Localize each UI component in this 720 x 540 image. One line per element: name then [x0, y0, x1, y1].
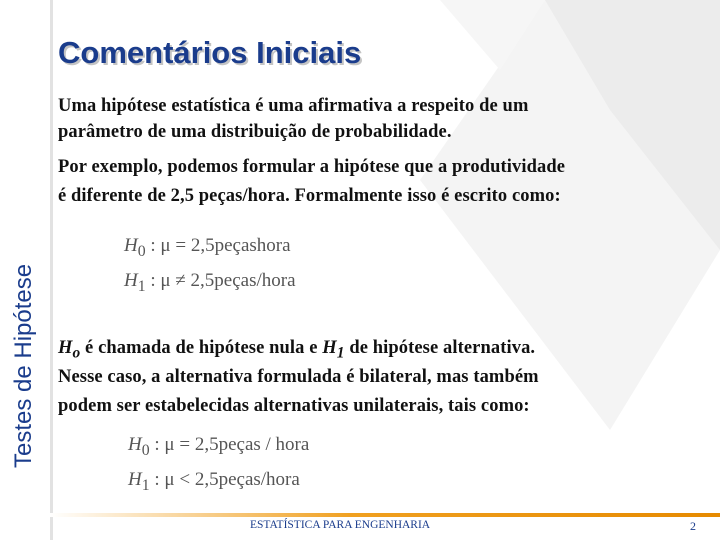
formula1-alternative-hypothesis: $H_1$ : μ ≠ 2,5peças/hora — [124, 270, 296, 295]
formula2-alternative-hypothesis: $H_1$ : μ < 2,5peças/hora — [128, 469, 300, 494]
formula1-null-hypothesis: $H_0$ : μ = 2,5peçashora — [124, 235, 291, 260]
paragraph2-line3: podem ser estabelecidas alternativas unilaterais, tais como: — [58, 396, 530, 416]
paragraph1-line3: Por exemplo, podemos formular a hipótese que a produtividade — [58, 157, 566, 177]
footer-text: ESTATÍSTICA PARA ENGENHARIA — [250, 519, 431, 531]
formula2-null-hypothesis: $H_0$ : μ = 2,5peças / hora — [128, 434, 310, 459]
page-title: Comentários Iniciais — [58, 35, 362, 70]
paragraph2-line2: Nesse caso, a alternativa formulada é bilateral, mas também — [58, 367, 539, 387]
paragraph1-line2: parâmetro de uma distribuição de probabilidade. — [58, 122, 452, 142]
page-number: 2 — [690, 519, 696, 533]
paragraph2-line1: $H_o$ é chamada de hipótese nula e $H_1$ de hipótese alternativa. — [58, 338, 536, 362]
footer-divider — [50, 513, 720, 517]
section-title-vertical: Testes de Hipótese — [10, 263, 37, 468]
paragraph1-line4: é diferente de 2,5 peças/hora. Formalmente isso é escrito como: — [58, 186, 561, 206]
paragraph1-line1: Uma hipótese estatística é uma afirmativa a respeito de um — [58, 96, 529, 116]
